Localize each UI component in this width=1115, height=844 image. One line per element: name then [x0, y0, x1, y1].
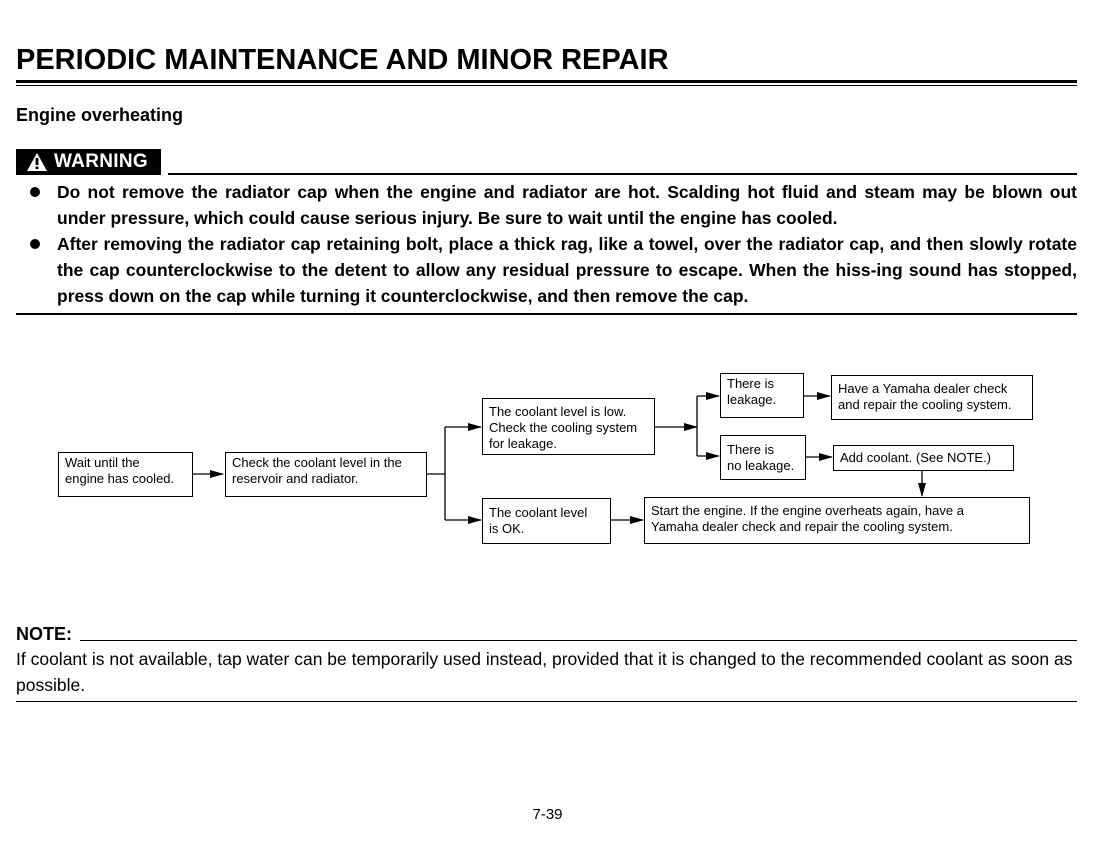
- flow-box-add-coolant: Add coolant. (See NOTE.): [833, 445, 1014, 471]
- flow-box-level-ok: The coolant level is OK.: [482, 498, 611, 544]
- flow-box-wait: Wait until the engine has cooled.: [58, 452, 193, 497]
- flow-box-check-level: Check the coolant level in the reservoir and radiator.: [225, 452, 427, 497]
- flow-box-no-leakage: There is no leakage.: [720, 435, 806, 480]
- flow-box-leakage: There is leakage.: [720, 373, 804, 418]
- warning-label: WARNING: [54, 151, 148, 172]
- page-number: 7-39: [532, 806, 563, 823]
- page-title: PERIODIC MAINTENANCE AND MINOR REPAIR: [16, 44, 669, 76]
- flow-box-dealer-repair: Have a Yamaha dealer check and repair the cooling system.: [831, 375, 1033, 420]
- note-label: NOTE:: [16, 624, 72, 644]
- warning-item-text: Do not remove the radiator cap when the engine and radiator are hot. Scalding hot fluid and steam may be blown out under pressure, which could cause serious injury. Be sure to wait until the engine has cooled.: [57, 182, 1077, 228]
- note-rule: [80, 640, 1077, 641]
- flow-box-start-engine: Start the engine. If the engine overheats again, have a Yamaha dealer check and repair the cooling system.: [644, 497, 1030, 544]
- warning-item-text: After removing the radiator cap retaining bolt, place a thick rag, like a towel, over the radiator cap, and then slowly rotate the cap counterclockwise to the detent to allow any residual pressure to escape. When the hiss-ing sound has stopped, press down on the cap while turning it counterclockwise, and then remove the cap.: [57, 234, 1077, 306]
- note-bottom-rule: [16, 701, 1077, 702]
- note-text: If coolant is not available, tap water can be temporarily used instead, provided that it is changed to the recommended coolant as soon as possible.: [16, 649, 1073, 695]
- flow-box-level-low: The coolant level is low. Check the cooling system for leakage.: [482, 398, 655, 455]
- section-heading: Engine overheating: [16, 105, 184, 125]
